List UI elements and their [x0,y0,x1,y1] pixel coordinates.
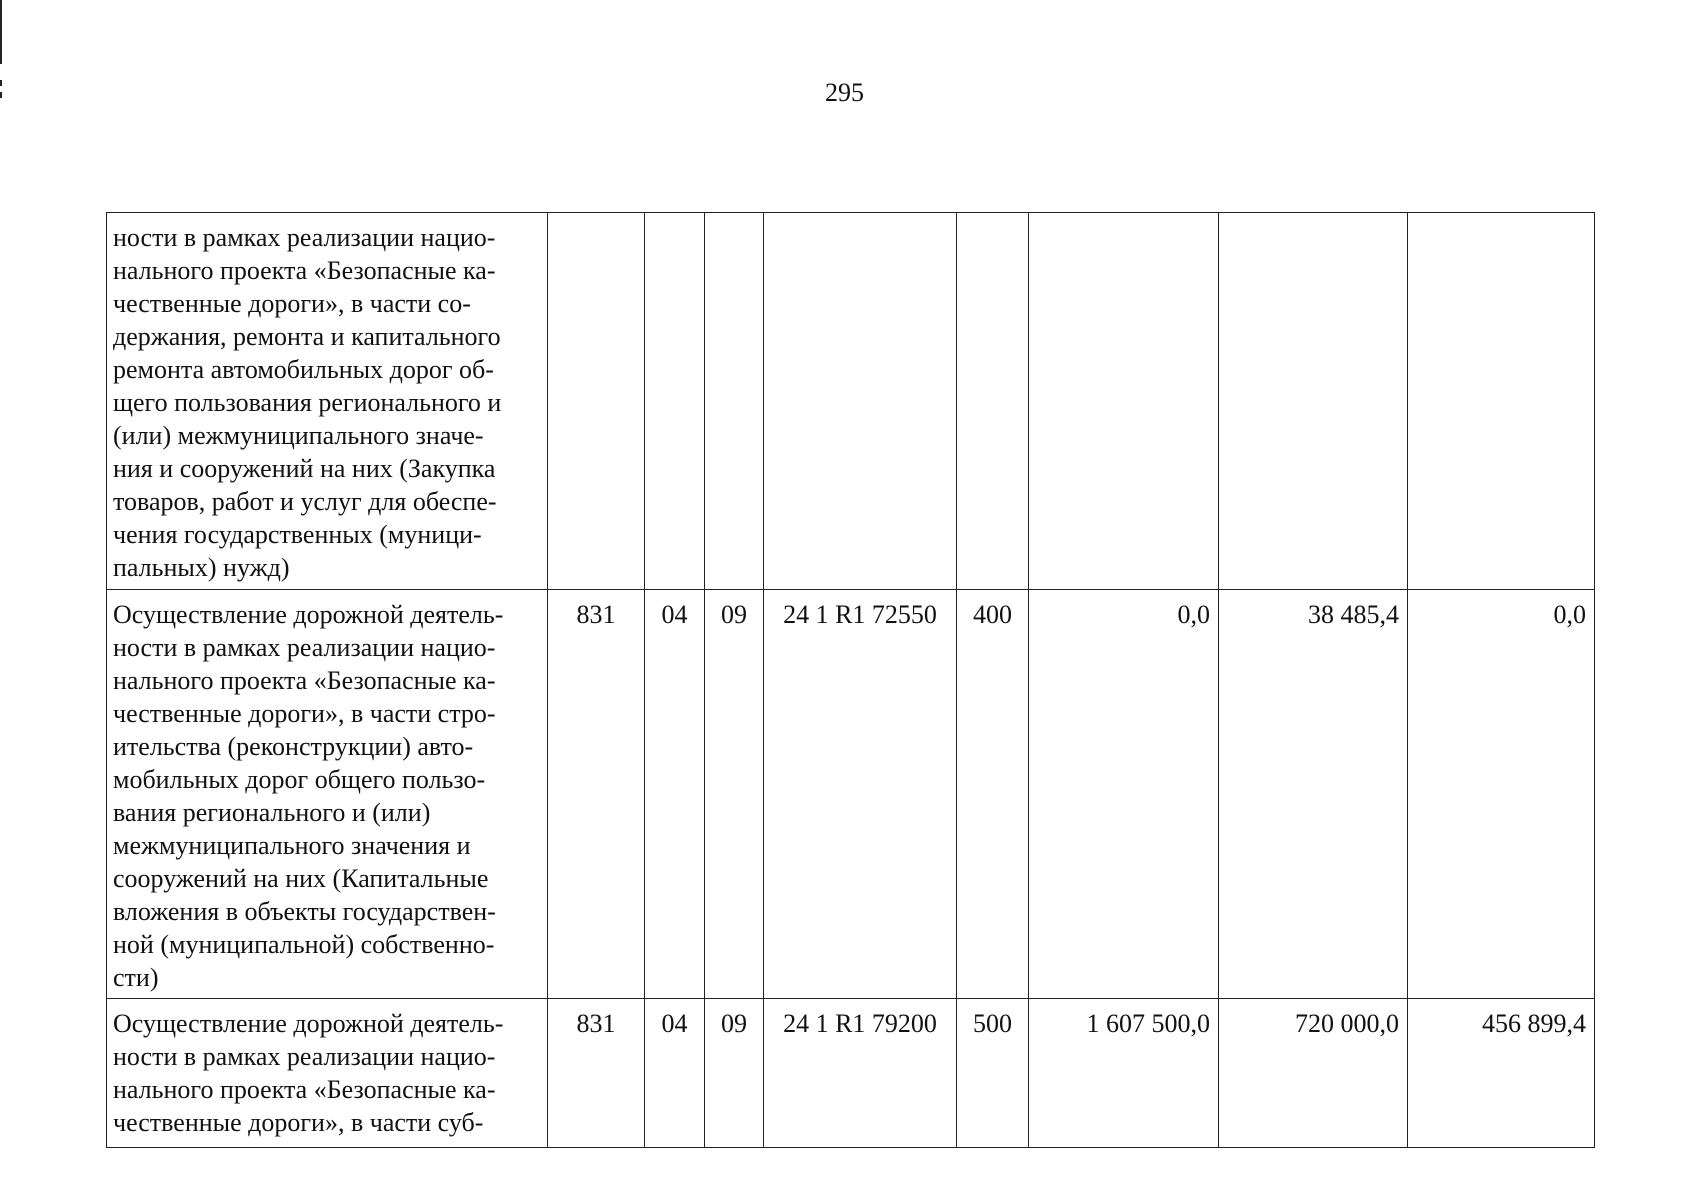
subsection-code: 09 [705,999,764,1148]
expense-type-code: 500 [957,999,1029,1148]
target-article-code: 24 1 R1 72550 [764,590,957,999]
ministry-code [548,213,645,590]
sum-year-2 [1219,213,1408,590]
sum-year-1: 1 607 500,0 [1029,999,1219,1148]
section-code [645,213,705,590]
sum-year-3: 456 899,4 [1408,999,1595,1148]
subsection-code [705,213,764,590]
row-description: Осуществление дорожной деятель- ности в рамках реализации нацио- нального проекта «Безопасные ка- чественные дороги», в части суб- [107,999,548,1148]
subsection-code: 09 [705,590,764,999]
budget-table [106,212,1595,1148]
sum-year-2: 720 000,0 [1219,999,1408,1148]
scan-edge-mark [0,0,2,64]
expense-type-code [957,213,1029,590]
table-row [107,590,1595,999]
target-article-code: 24 1 R1 79200 [764,999,957,1148]
expense-type-code: 400 [957,590,1029,999]
row-description: Осуществление дорожной деятель- ности в рамках реализации нацио- нального проекта «Безопасные ка- чественные дороги», в части стро- ительства (реконструкции) авто- мобильных дорог общего пользо- вания регионального и (или) межмуниципального значения и сооружений на них (Капитальные вложения в объекты государствен- ной (муниципальной) собственно- сти) [107,590,548,999]
ministry-code: 831 [548,999,645,1148]
sum-year-3 [1408,213,1595,590]
row-description: ности в рамках реализации нацио- нального проекта «Безопасные ка- чественные дороги», в части со- держания, ремонта и капитального ремонта автомобильных дорог об- щего пользования регионального и (или) межмуниципального значе- ния и сооружений на них (Закупка товаров, работ и услуг для обеспе- чения государственных (муници- пальных) нужд) [107,213,548,590]
sum-year-1: 0,0 [1029,590,1219,999]
page-number: 295 [825,78,864,107]
table-row [107,999,1595,1148]
sum-year-2: 38 485,4 [1219,590,1408,999]
section-code: 04 [645,999,705,1148]
table-row [107,213,1595,590]
sum-year-1 [1029,213,1219,590]
sum-year-3: 0,0 [1408,590,1595,999]
section-code: 04 [645,590,705,999]
ministry-code: 831 [548,590,645,999]
target-article-code [764,213,957,590]
